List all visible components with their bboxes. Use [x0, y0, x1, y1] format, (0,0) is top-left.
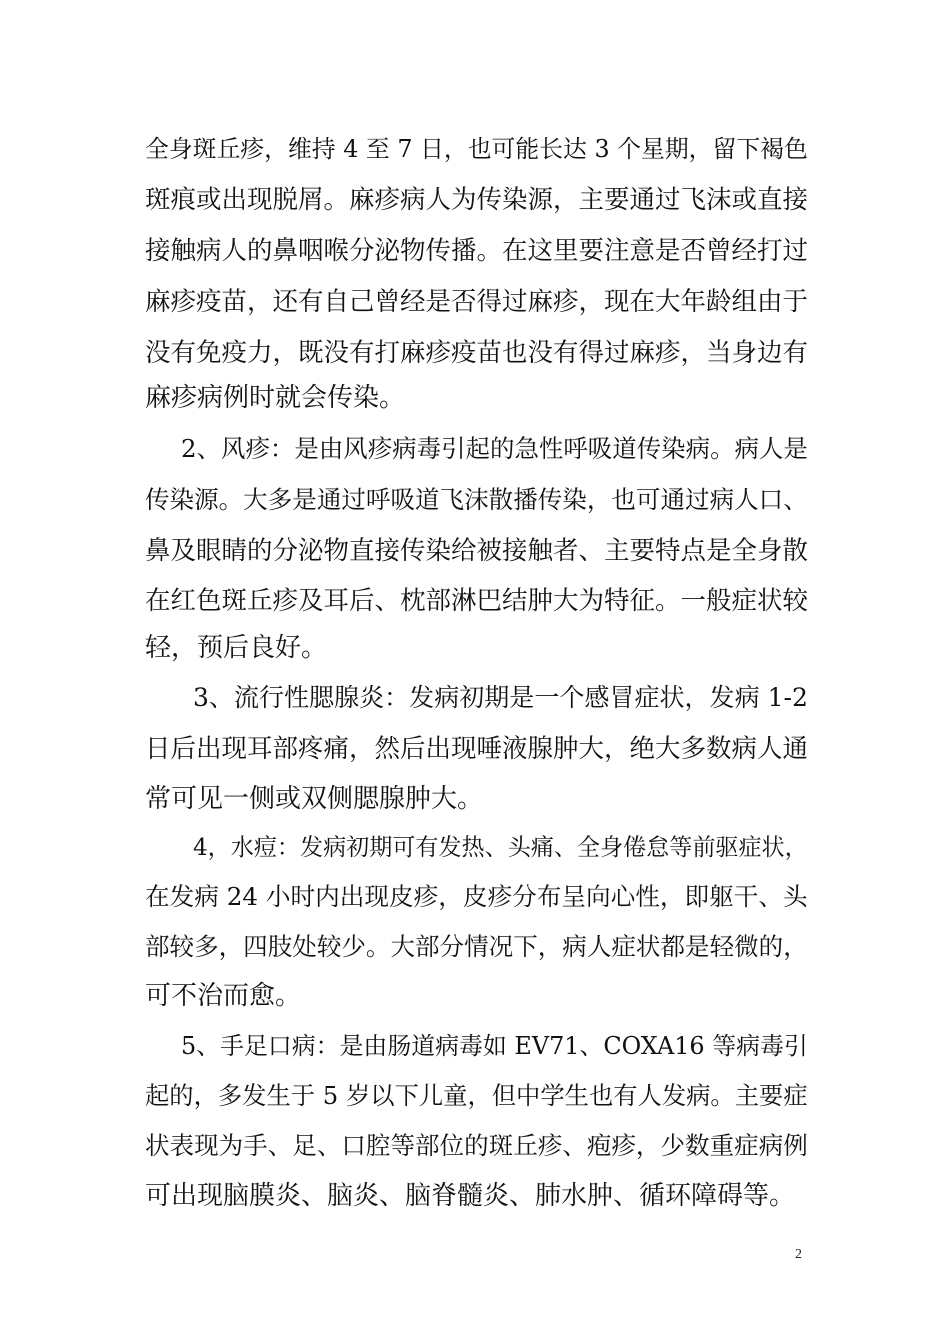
paragraph-2-line-5: 轻，预后良好。: [145, 633, 328, 663]
paragraph-1-line-2: 斑痕或出现脱屑。麻疹病人为传染源，主要通过飞沫或直接: [145, 185, 809, 215]
paragraph-4-line-4: 可不治而愈。: [145, 981, 302, 1011]
paragraph-5-line-4: 可出现脑膜炎、脑炎、脑脊髓炎、肺水肿、循环障碍等。: [145, 1181, 796, 1211]
paragraph-4-line-1: 4，水痘：发病初期可有发热、头痛、全身倦怠等前驱症状，: [193, 835, 808, 861]
paragraph-1-line-6: 麻疹病例时就会传染。: [145, 383, 406, 413]
paragraph-1-line-5: 没有免疫力，既没有打麻疹疫苗也没有得过麻疹，当身边有: [145, 338, 809, 368]
paragraph-3-line-1: 3、流行性腮腺炎：发病初期是一个感冒症状，发病 1-2: [193, 683, 808, 712]
paragraph-5-line-1: 5、手足口病：是由肠道病毒如 EV71、COXA16 等病毒引: [181, 1032, 808, 1060]
paragraph-2-line-4: 在红色斑丘疹及耳后、枕部淋巴结肿大为特征。一般症状较: [145, 586, 809, 616]
paragraph-1-line-4: 麻疹疫苗，还有自己曾经是否得过麻疹，现在大年龄组由于: [145, 287, 809, 317]
paragraph-5-line-3: 状表现为手、足、口腔等部位的斑丘疹、疱疹，少数重症病例: [145, 1131, 808, 1160]
paragraph-2-line-2: 传染源。大多是通过呼吸道飞沫散播传染，也可通过病人口、: [145, 485, 808, 514]
paragraph-3-line-2: 日后出现耳部疼痛，然后出现唾液腺肿大，绝大多数病人通: [145, 734, 809, 764]
paragraph-2-line-1: 2、风疹：是由风疹病毒引起的急性呼吸道传染病。病人是: [181, 434, 808, 463]
paragraph-5-line-2: 起的，多发生于 5 岁以下儿童，但中学生也有人发病。主要症: [145, 1081, 808, 1110]
paragraph-4-line-3: 部较多，四肢处较少。大部分情况下，病人症状都是轻微的，: [145, 932, 808, 961]
paragraph-1-line-1: 全身斑丘疹，维持 4 至 7 日，也可能长达 3 个星期，留下褐色: [145, 135, 808, 163]
page-number: 2: [795, 1247, 802, 1262]
paragraph-3-line-3: 常可见一侧或双侧腮腺肿大。: [145, 784, 484, 814]
paragraph-1-line-3: 接触病人的鼻咽喉分泌物传播。在这里要注意是否曾经打过: [145, 236, 809, 266]
paragraph-4-line-2: 在发病 24 小时内出现皮疹，皮疹分布呈向心性，即躯干、头: [145, 882, 808, 911]
paragraph-2-line-3: 鼻及眼睛的分泌物直接传染给被接触者、主要特点是全身散: [145, 536, 809, 566]
